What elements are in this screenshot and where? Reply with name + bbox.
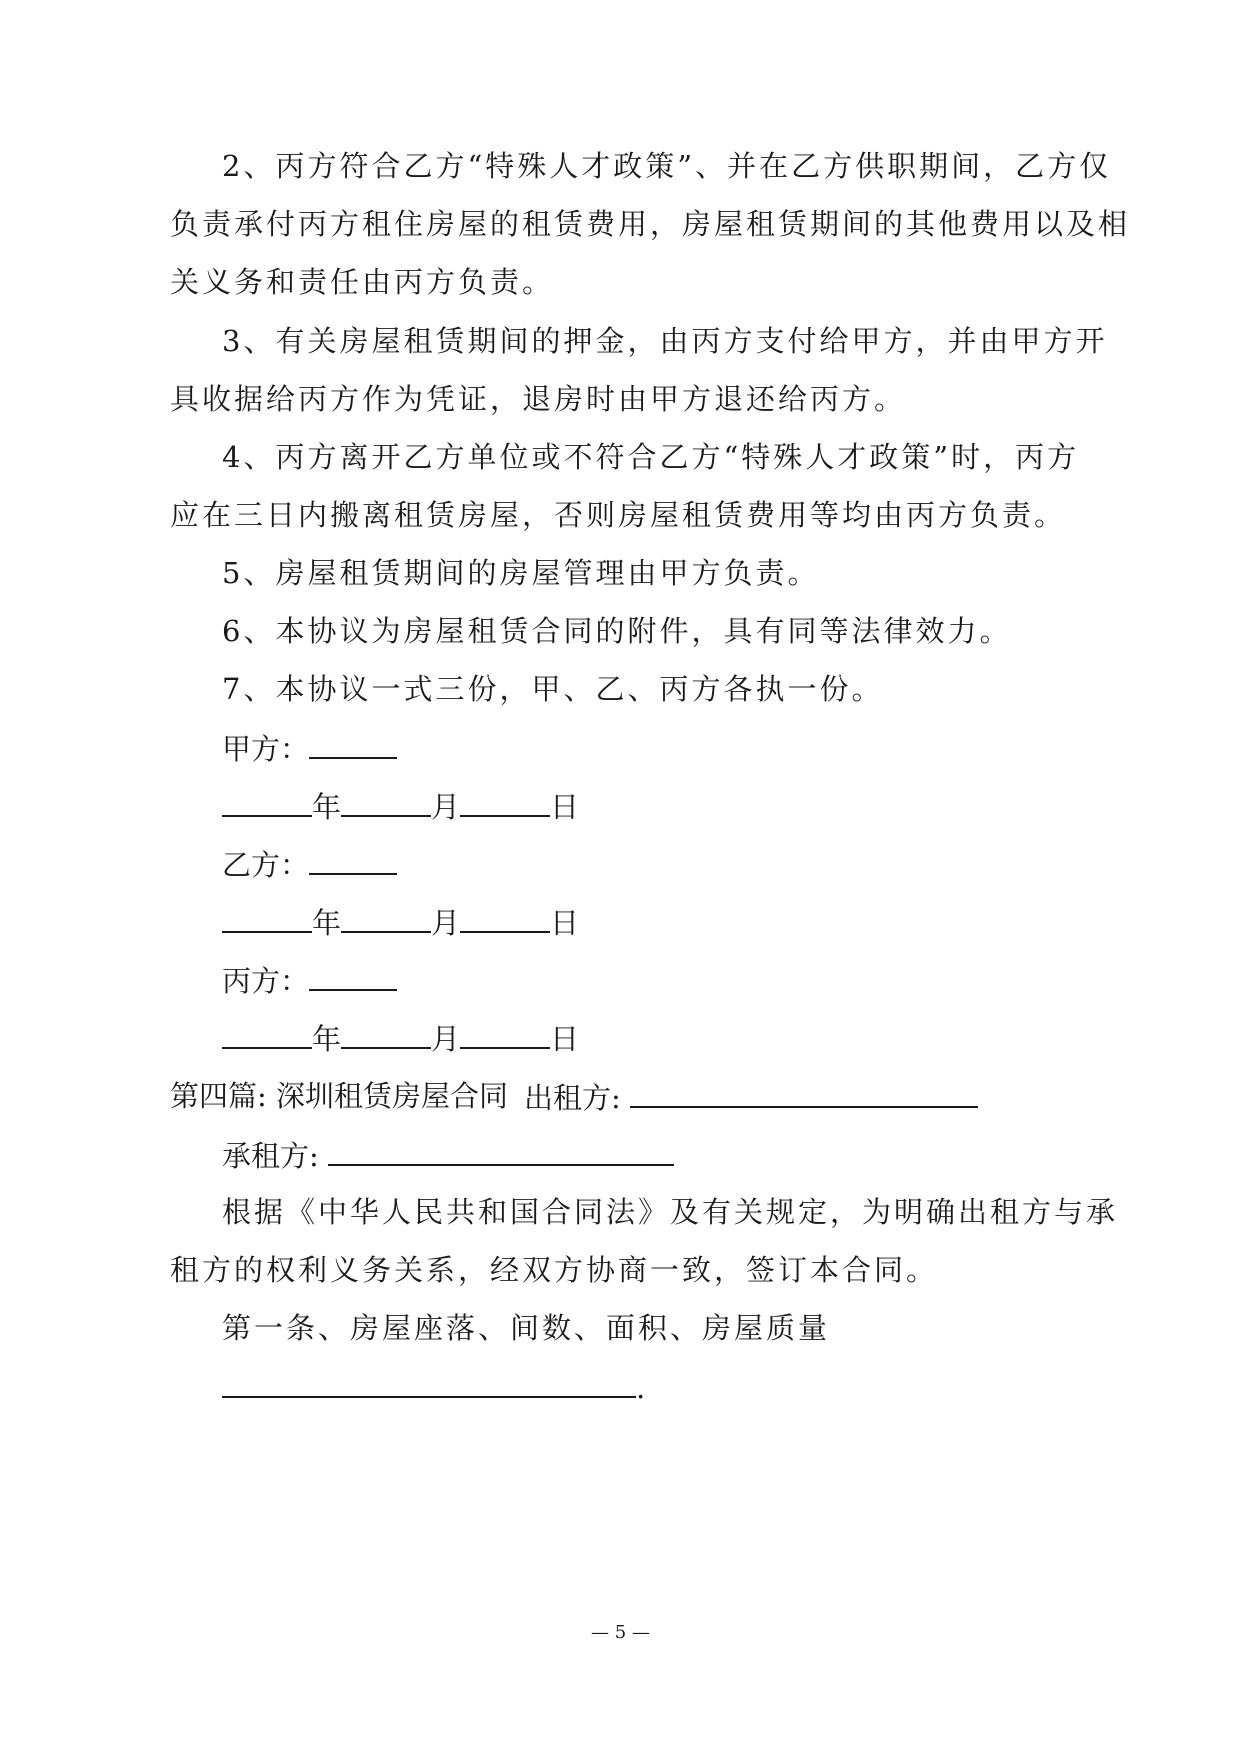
party-b-month-blank[interactable] (341, 901, 431, 933)
lessee-line (222, 1134, 674, 1176)
paragraph-7: 7、本协议一式三份，甲、乙、丙方各执一份。 (222, 672, 884, 706)
party-a-year-blank[interactable] (222, 785, 312, 817)
party-c-year-blank[interactable] (222, 1017, 312, 1049)
paragraph-2-line-3: 关义务和责任由丙方负责。 (170, 265, 555, 299)
lessor-blank[interactable] (630, 1076, 978, 1108)
article-1-fill-line (222, 1366, 645, 1408)
month-label: 月 (431, 790, 461, 824)
paragraph-4-line-2: 应在三日内搬离租赁房屋，否则房屋租赁费用等均由丙方负责。 (170, 498, 1067, 532)
day-label: 日 (550, 1022, 580, 1056)
paragraph-3-line-1: 3、有关房屋租赁期间的押金，由丙方支付给甲方，并由甲方开 (222, 324, 1108, 358)
intro-line-2: 租方的权利义务关系，经双方协商一致，签订本合同。 (170, 1253, 939, 1287)
month-label: 月 (431, 906, 461, 940)
day-label: 日 (550, 790, 580, 824)
party-a-blank[interactable] (309, 727, 397, 759)
paragraph-2-line-1: 2、丙方符合乙方“特殊人才政策”、并在乙方供职期间，乙方仅 (222, 149, 1112, 183)
party-a-day-blank[interactable] (460, 785, 550, 817)
party-c-date (222, 1017, 579, 1059)
party-a-signature (222, 727, 397, 769)
article-1-heading: 第一条、房屋座落、间数、面积、房屋质量 (222, 1311, 831, 1345)
party-a-month-blank[interactable] (341, 785, 431, 817)
lessee-blank[interactable] (328, 1134, 674, 1166)
intro-line-1: 根据《中华人民共和国合同法》及有关规定，为明确出租方与承 (222, 1195, 1119, 1229)
lessee-label: 承租方: (222, 1139, 319, 1173)
section-4-title: 第四篇: 深圳租赁房屋合同 (170, 1079, 508, 1113)
party-b-date (222, 901, 579, 943)
article-1-period: . (636, 1371, 646, 1405)
party-b-blank[interactable] (309, 843, 397, 875)
paragraph-2-line-2: 负责承付丙方租住房屋的租赁费用，房屋租赁期间的其他费用以及相 (170, 207, 1131, 241)
paragraph-4-line-1: 4、丙方离开乙方单位或不符合乙方“特殊人才政策”时，丙方 (222, 440, 1080, 474)
lessor-label: 出租方: (524, 1081, 621, 1115)
paragraph-6: 6、本协议为房屋租赁合同的附件，具有同等法律效力。 (222, 614, 1012, 648)
page-number: — 5 — (591, 1622, 650, 1643)
party-b-day-blank[interactable] (460, 901, 550, 933)
party-c-month-blank[interactable] (341, 1017, 431, 1049)
party-c-label: 丙方： (222, 964, 310, 998)
month-label: 月 (431, 1022, 461, 1056)
year-label: 年 (312, 790, 342, 824)
party-c-blank[interactable] (309, 959, 397, 991)
party-b-signature (222, 843, 397, 885)
paragraph-3-line-2: 具收据给丙方作为凭证，退房时由甲方退还给丙方。 (170, 382, 907, 416)
party-a-date (222, 785, 579, 827)
party-a-label: 甲方： (222, 732, 310, 766)
day-label: 日 (550, 906, 580, 940)
party-b-year-blank[interactable] (222, 901, 312, 933)
paragraph-5: 5、房屋租赁期间的房屋管理由甲方负责。 (222, 556, 820, 590)
party-b-label: 乙方： (222, 848, 310, 882)
party-c-signature (222, 959, 397, 1001)
article-1-blank[interactable] (222, 1366, 636, 1398)
lessor-line (524, 1076, 978, 1118)
party-c-day-blank[interactable] (460, 1017, 550, 1049)
year-label: 年 (312, 906, 342, 940)
year-label: 年 (312, 1022, 342, 1056)
